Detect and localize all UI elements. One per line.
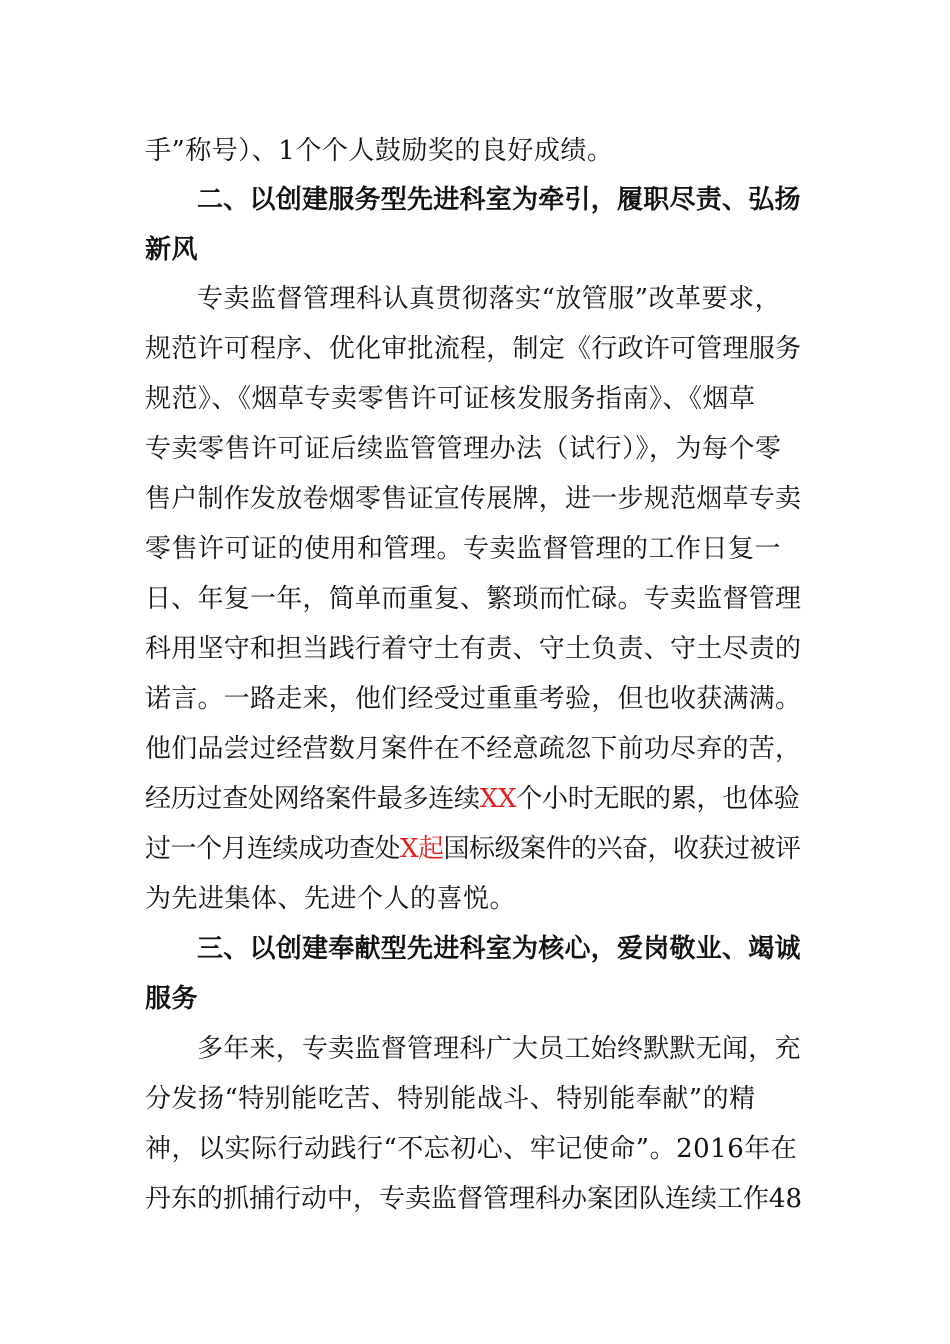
text-segment: 过一个月连续成功查处 xyxy=(145,834,401,864)
highlighted-placeholder: X起 xyxy=(400,834,444,864)
body-text-line xyxy=(145,779,800,819)
paragraph-first-line: 专卖监督管理科认真贯彻落实“放管服”改革要求， xyxy=(197,284,782,314)
body-text-line: 分发扬“特别能吃苦、特别能战斗、特别能奉献”的精 xyxy=(145,1084,756,1114)
body-text-line: 手”称号）、1个个人鼓励奖的良好成绩。 xyxy=(145,136,614,166)
text-segment: 国标级案件的兴奋，收获过被评 xyxy=(443,834,801,864)
section-heading-line: 服务 xyxy=(145,984,199,1014)
body-text-line xyxy=(145,829,801,869)
body-text-line: 规范》、《烟草专卖零售许可证核发服务指南》、《烟草 xyxy=(145,384,756,414)
section-heading-line: 新风 xyxy=(145,235,199,265)
body-text-line: 零售许可证的使用和管理。专卖监督管理的工作日复一 xyxy=(145,534,782,564)
body-text-line: 神，以实际行动践行“不忘初心、牢记使命”。2016年在 xyxy=(145,1134,798,1164)
paragraph-first-line: 多年来，专卖监督管理科广大员工始终默默无闻，充 xyxy=(197,1034,801,1064)
body-text-line: 为先进集体、先进个人的喜悦。 xyxy=(145,884,517,914)
body-text-line: 科用坚守和担当践行着守土有责、守土负责、守土尽责的 xyxy=(145,634,802,664)
text-segment: 经历过查处网络案件最多连续 xyxy=(145,784,480,814)
body-text-line: 他们品尝过经营数月案件在不经意疏忽下前功尽弃的苦， xyxy=(145,734,802,764)
body-text-line: 专卖零售许可证后续监管管理办法（试行）》，为每个零 xyxy=(145,434,782,464)
section-heading-line: 三、以创建奉献型先进科室为核心，爱岗敬业、竭诚 xyxy=(197,934,801,964)
body-text-line: 规范许可程序、优化审批流程，制定《行政许可管理服务 xyxy=(145,334,802,364)
highlighted-placeholder: XX xyxy=(479,784,517,814)
body-text-line: 售户制作发放卷烟零售证宣传展牌，进一步规范烟草专卖 xyxy=(145,484,802,514)
body-text-line: 日、年复一年，简单而重复、繁琐而忙碌。专卖监督管理 xyxy=(145,584,802,614)
section-heading-line: 二、以创建服务型先进科室为牵引，履职尽责、弘扬 xyxy=(197,185,801,215)
text-segment: 个小时无眠的累，也体验 xyxy=(516,784,800,814)
body-text-line: 诺言。一路走来，他们经受过重重考验，但也收获满满。 xyxy=(145,684,802,714)
body-text-line: 丹东的抓捕行动中，专卖监督管理科办案团队连续工作48 xyxy=(145,1184,803,1214)
